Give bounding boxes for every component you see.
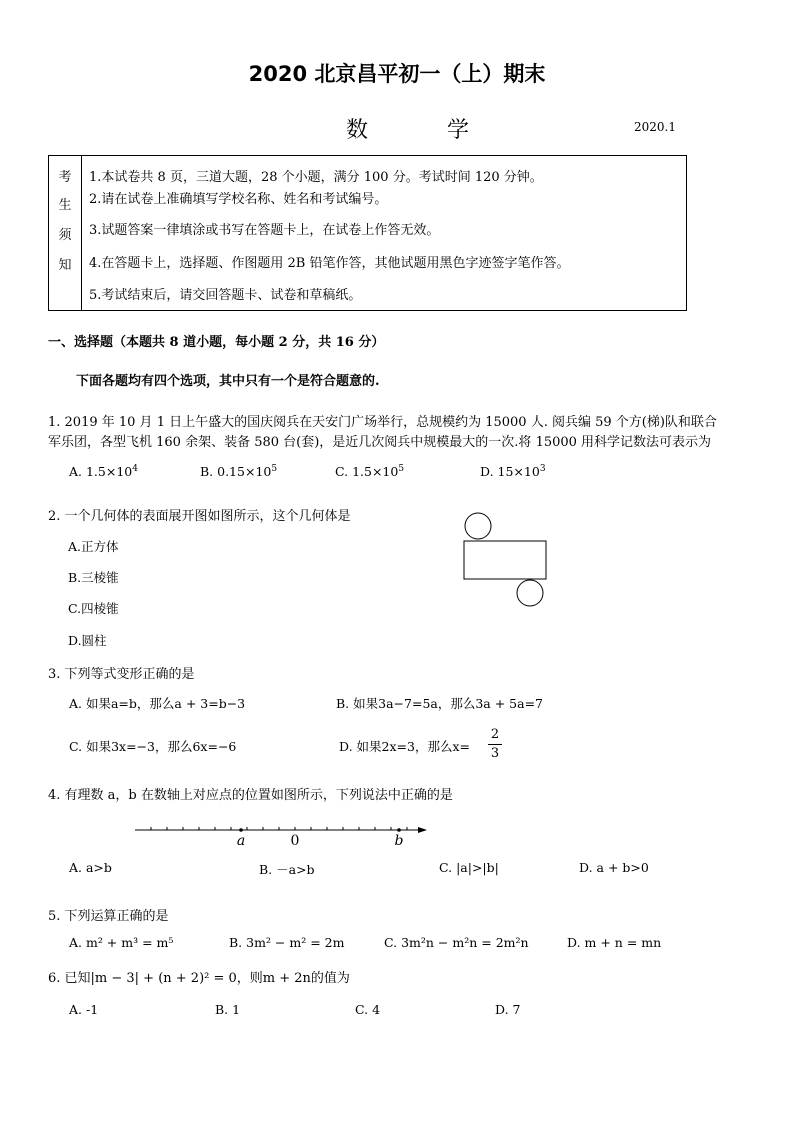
q3-option-a: A. 如果a=b，那么a + 3=b−3 (69, 696, 246, 711)
q3-option-d: D. 如果2x=3，那么x= (339, 739, 470, 754)
q2-option-c: C.四棱锥 (68, 601, 119, 616)
q1-option-d-base: D. 15×10 (480, 464, 540, 480)
section-instruction: 下面各题均有四个选项，其中只有一个是符合题意的. (76, 374, 380, 389)
notice-label-char: 知 (58, 258, 72, 273)
number-line-figure (130, 818, 434, 852)
q3-fraction-numerator: 2 (490, 727, 500, 742)
q4-option-d: D. a + b>0 (579, 860, 649, 875)
q5-option-a: A. m² + m³ = m⁵ (69, 935, 174, 950)
q2-option-a: A.正方体 (68, 539, 119, 554)
notice-label-char: 须 (58, 228, 72, 243)
q4-option-b: B. －a>b (259, 862, 315, 877)
number-line-arrow (418, 827, 427, 833)
notice-item: 5.考试结束后，请交回答题卡、试卷和草稿纸。 (89, 288, 362, 303)
q1-option-d-exp: 3 (539, 464, 546, 474)
label-zero: 0 (290, 833, 300, 849)
q5-option-b: B. 3m² − m² = 2m (229, 935, 345, 950)
q5-option-c: C. 3m²n − m²n = 2m²n (384, 935, 529, 950)
q6-option-c: C. 4 (355, 1002, 381, 1017)
q1-option-b (200, 464, 277, 479)
q3-option-b: B. 如果3a−7=5a，那么3a + 5a=7 (336, 696, 544, 711)
q3-stem: 3. 下列等式变形正确的是 (48, 667, 195, 682)
q1-option-a-base: A. 1.5×10 (69, 464, 133, 480)
label-b: b (394, 833, 404, 849)
exam-title: 2020 北京昌平初一（上）期末 (248, 62, 546, 86)
net-top-circle (465, 513, 491, 539)
q6-option-a: A. -1 (69, 1002, 99, 1017)
q1-option-a-exp: 4 (132, 464, 138, 474)
q1-option-b-exp: 5 (271, 464, 278, 474)
notice-item: 1.本试卷共 8 页，三道大题，28 个小题，满分 100 分。考试时间 120 分钟。 (89, 170, 543, 185)
exam-date: 2020.1 (634, 120, 676, 134)
q1-option-c (335, 464, 404, 479)
q1-option-d (480, 464, 546, 479)
q1-stem-line1: 1. 2019 年 10 月 1 日上午盛大的国庆阅兵在天安门广场举行，总规模约为 15000 人. 阅兵编 59 个方(梯)队和联合 (48, 415, 717, 430)
q5-option-d: D. m + n = mn (567, 935, 662, 950)
notice-item: 2.请在试卷上准确填写学校名称、姓名和考试编号。 (89, 192, 388, 207)
net-rectangle (464, 541, 546, 579)
notice-item: 4.在答题卡上，选择题、作图题用 2B 铅笔作答，其他试题用黑色字迹签字笔作答。 (89, 256, 570, 271)
q1-option-b-base: B. 0.15×10 (200, 464, 272, 480)
q4-stem: 4. 有理数 a，b 在数轴上对应点的位置如图所示，下列说法中正确的是 (48, 788, 453, 803)
notice-label-char: 考 (58, 170, 72, 185)
q2-stem: 2. 一个几何体的表面展开图如图所示，这个几何体是 (48, 509, 351, 524)
notice-item: 3.试题答案一律填涂或书写在答题卡上，在试卷上作答无效。 (89, 223, 440, 238)
q1-option-c-base: C. 1.5×10 (335, 464, 399, 480)
q6-option-d: D. 7 (495, 1002, 521, 1017)
q2-option-d: D.圆柱 (68, 633, 107, 648)
cylinder-net-figure (455, 510, 555, 610)
q3-fraction-bar (488, 744, 502, 745)
q5-stem: 5. 下列运算正确的是 (48, 909, 169, 924)
notice-label-char: 生 (58, 198, 72, 213)
q1-stem-line2: 军乐团，各型飞机 160 余架、装备 580 台(套)，是近几次阅兵中规模最大的一次.将 15000 用科学记数法可表示为 (48, 435, 712, 450)
q6-stem: 6. 已知|m − 3| + (n + 2)² = 0，则m + 2n的值为 (48, 971, 350, 986)
q4-option-a: A. a>b (69, 860, 112, 875)
candidate-notice-box (48, 155, 687, 311)
label-a: a (236, 833, 246, 849)
point-b (397, 828, 401, 832)
section-heading: 一、选择题（本题共 8 道小题，每小题 2 分，共 16 分） (48, 335, 385, 350)
q2-option-b: B.三棱锥 (68, 570, 119, 585)
subject-title: 数 学 (346, 118, 505, 143)
point-a (239, 828, 243, 832)
q1-option-a (69, 464, 138, 479)
q6-option-b: B. 1 (215, 1002, 241, 1017)
notice-label (49, 156, 82, 310)
q3-fraction-denominator: 3 (490, 746, 500, 761)
q3-fraction (488, 728, 502, 761)
q4-option-c: C. |a|>|b| (439, 860, 499, 875)
q3-option-c: C. 如果3x=−3，那么6x=−6 (69, 739, 237, 754)
q1-option-c-exp: 5 (398, 464, 405, 474)
net-bottom-circle (517, 580, 543, 606)
